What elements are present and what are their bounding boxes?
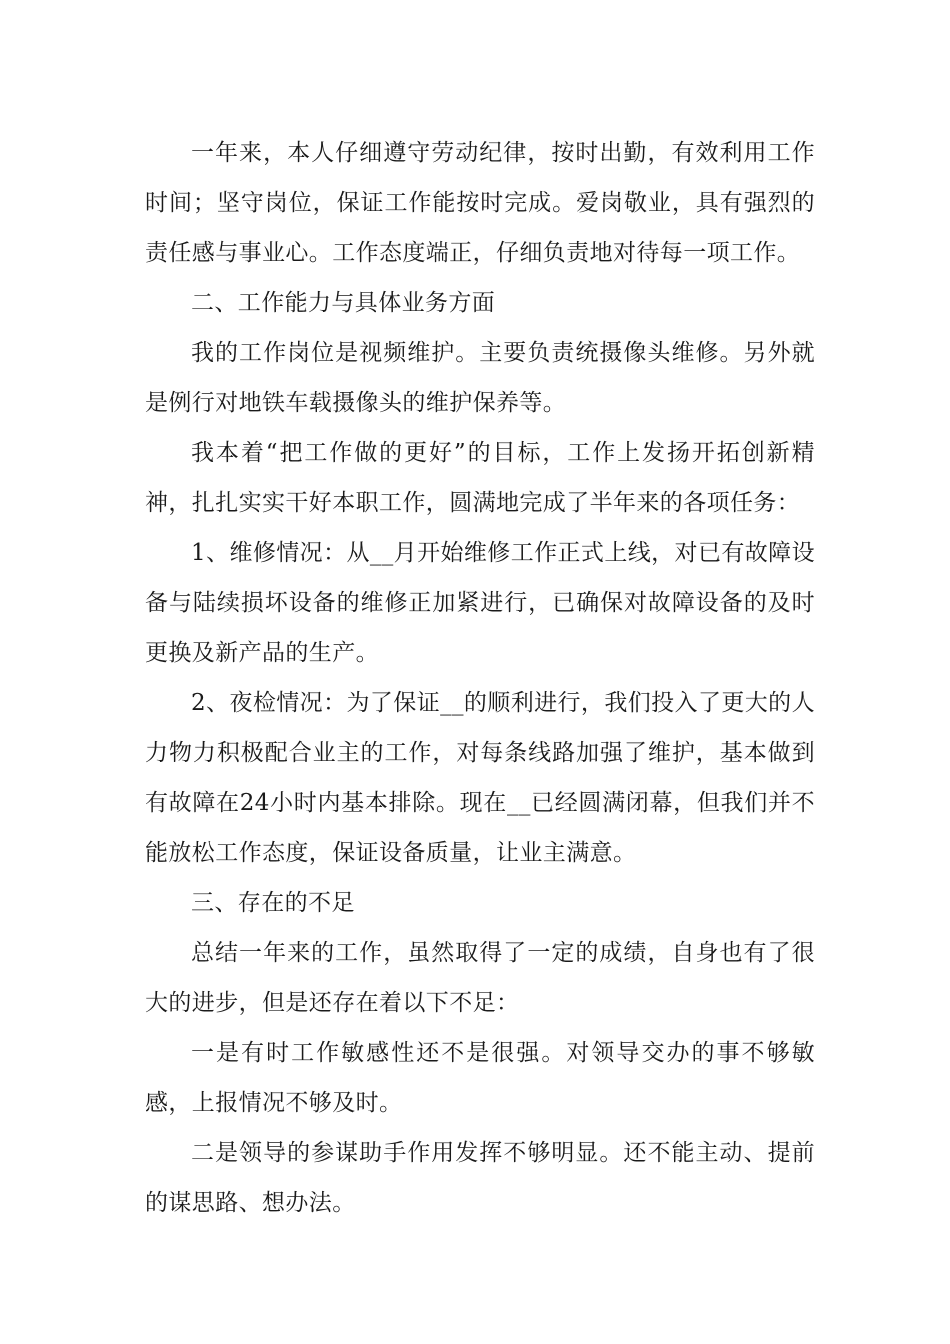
paragraph-shortcoming-two: 二是领导的参谋助手作用发挥不够明显。还不能主动、提前的谋思路、想办法。	[145, 1140, 815, 1216]
paragraph-summary: 总结一年来的工作，虽然取得了一定的成绩，自身也有了很大的进步，但是还存在着以下不足：	[145, 940, 815, 1016]
paragraph-shortcoming-one: 一是有时工作敏感性还不是很强。对领导交办的事不够敏感，上报情况不够及时。	[145, 1040, 815, 1116]
paragraph-repair-status: 1、维修情况：从__月开始维修工作正式上线，对已有故障设备与陆续损坏设备的维修正加紧进行，已确保对故障设备的及时更换及新产品的生产。	[145, 540, 815, 666]
paragraph-job-role: 我的工作岗位是视频维护。主要负责统摄像头维修。另外就是例行对地铁车载摄像头的维护保养等。	[145, 340, 815, 416]
section-heading-work-ability: 二、工作能力与具体业务方面	[191, 290, 496, 316]
paragraph-night-inspection: 2、夜检情况：为了保证__的顺利进行，我们投入了更大的人力物力积极配合业主的工作，对每条线路加强了维护，基本做到有故障在24小时内基本排除。现在__已经圆满闭幕，但我们并不能放松工作态度，保证设备质量，让业主满意。	[145, 690, 815, 866]
document-body	[145, 128, 815, 1228]
paragraph-goal: 我本着“把工作做的更好”的目标，工作上发扬开拓创新精神，扎扎实实干好本职工作，圆满地完成了半年来的各项任务：	[145, 440, 815, 516]
paragraph-attendance: 一年来，本人仔细遵守劳动纪律，按时出勤，有效利用工作时间；坚守岗位，保证工作能按时完成。爱岗敬业，具有强烈的责任感与事业心。工作态度端正，仔细负责地对待每一项工作。	[145, 140, 815, 266]
section-heading-shortcomings: 三、存在的不足	[191, 890, 355, 916]
